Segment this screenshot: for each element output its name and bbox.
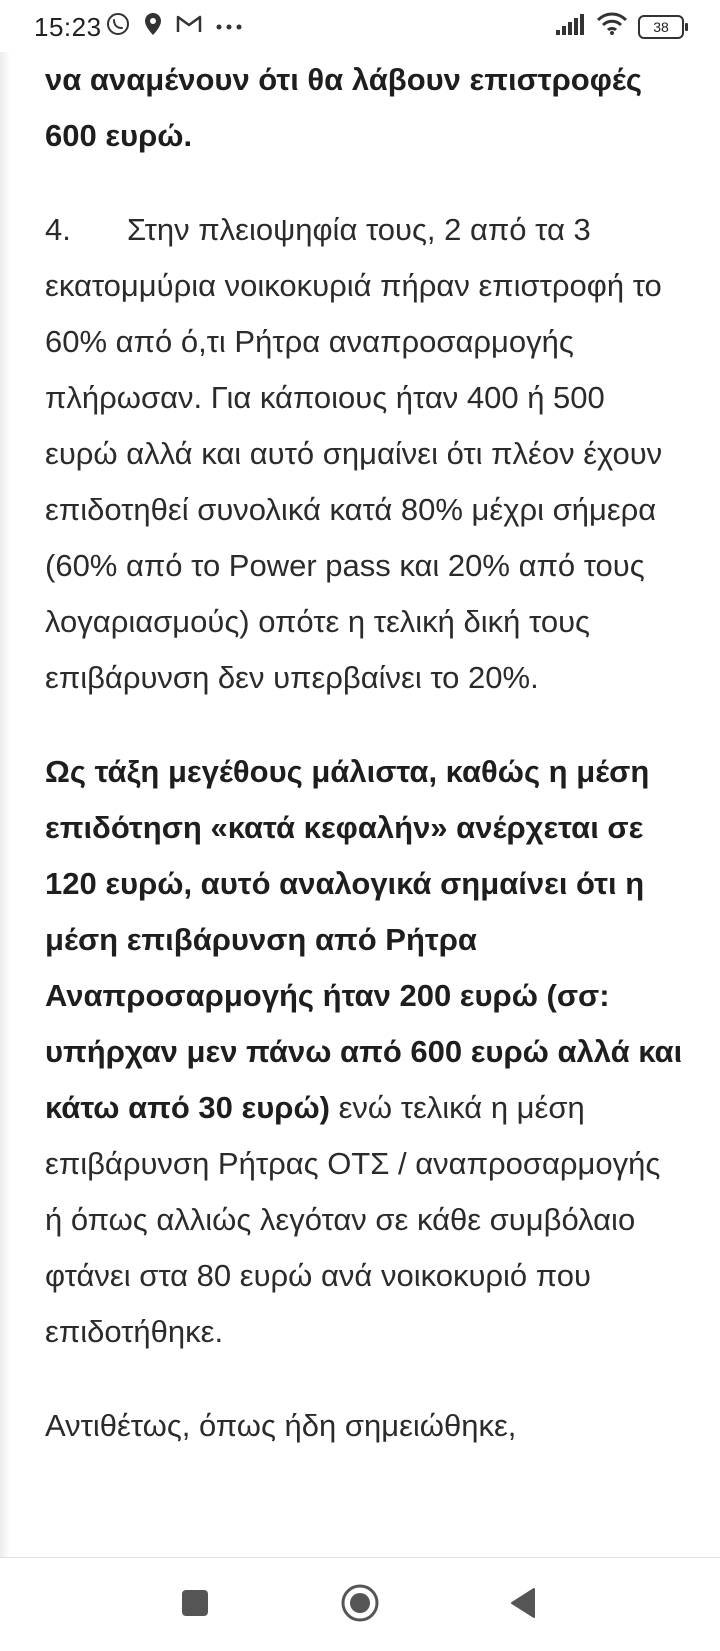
- list-number: 4.: [45, 212, 71, 247]
- edge-shade: [0, 52, 10, 1560]
- navigation-bar: [0, 1557, 720, 1651]
- location-pin-icon: [144, 12, 162, 41]
- viber-icon: [106, 12, 130, 41]
- gmail-icon: [176, 14, 202, 39]
- paragraph-numbered-text: Στην πλειοψηφία τους, 2 από τα 3 εκατομμύρια νοικοκυριά πήραν επιστροφή το 60% από ό,τι Ρήτρα αναπροσαρμογής πλήρωσαν. Για κάποιους ήταν 400 ή 500 ευρώ αλλά και αυτό σημαίνει ότι πλέον έχουν επιδοτηθεί συνολικά κατά 80% μέχρι σήμερα (60% από το Power pass και 20% από τους λογαριασμούς) οπότε η τελική δική τους επιβάρυνση δεν υπερβαίνει το 20%.: [45, 212, 663, 695]
- notification-icons: [106, 12, 242, 41]
- paragraph-continuation: Αντιθέτως, όπως ήδη σημειώθηκε,: [45, 1408, 517, 1443]
- home-button[interactable]: [337, 1582, 383, 1628]
- back-triangle-icon: [508, 1587, 538, 1624]
- wifi-icon: [596, 12, 628, 41]
- status-bar: [0, 0, 720, 52]
- paragraph-bold-span: Ως τάξη μεγέθους μάλιστα, καθώς η μέση επιδότηση «κατά κεφαλήν» ανέρχεται σε 120 ευρώ, αυτό αναλογικά σημαίνει ότι η μέση επιβάρυνση από Ρήτρα Αναπροσαρμογής ήταν 200 ευρώ (σσ: υπήρχαν μεν πάνω από 600 ευρώ αλλά και κάτω από 30 ευρώ): [45, 754, 683, 1125]
- back-button[interactable]: [500, 1582, 546, 1628]
- system-icons: [556, 12, 684, 41]
- paragraph-bold-intro: να αναμένουν ότι θα λάβουν επιστροφές 600 ευρώ.: [45, 62, 643, 153]
- status-time: 15:23: [34, 12, 102, 42]
- home-circle-icon: [340, 1583, 380, 1628]
- more-dots-icon: [216, 18, 242, 36]
- paragraph-numbered-4: [45, 202, 685, 706]
- paragraph-regular-span: ενώ τελικά η μέση επιβάρυνση Ρήτρας ΟΤΣ / αναπροσαρμογής ή όπως αλλιώς λεγόταν σε κάθε συμβόλαιο φτάνει στα 80 ευρώ ανά νοικοκυριό που επιδοτήθηκε.: [45, 1090, 661, 1349]
- signal-icon: [556, 13, 586, 40]
- paragraph-mixed: [45, 744, 685, 1360]
- recent-apps-square-icon: [180, 1588, 210, 1623]
- article-body[interactable]: [45, 52, 685, 1557]
- battery-icon: 38: [638, 15, 684, 39]
- recent-apps-button[interactable]: [172, 1582, 218, 1628]
